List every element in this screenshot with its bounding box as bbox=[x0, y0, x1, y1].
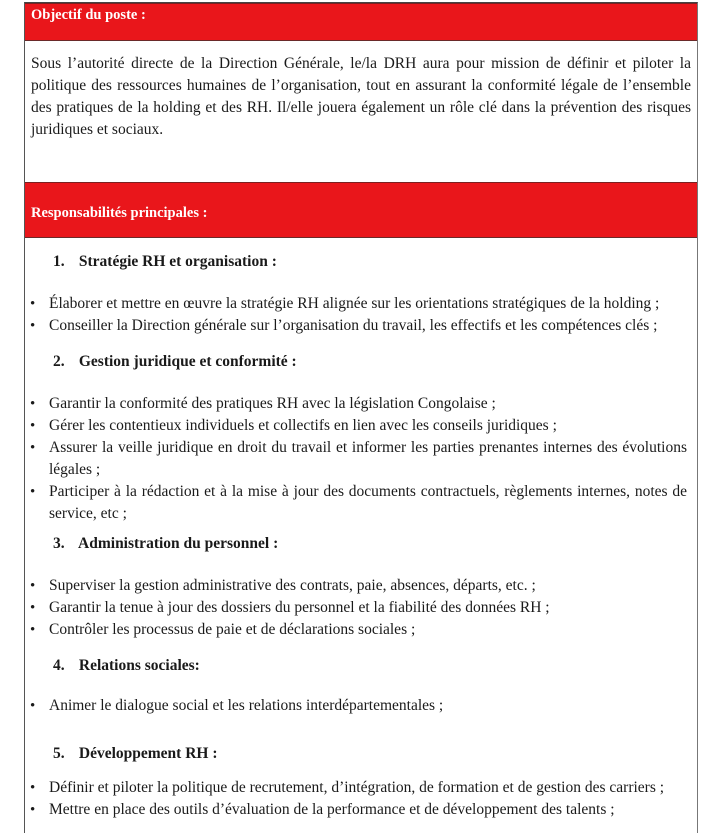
list-item: • Gérer les contentieux individuels et collectifs en lien avec les conseils juridiques ; bbox=[25, 415, 687, 437]
section-number: 5. bbox=[53, 745, 65, 762]
section-number: 4. bbox=[53, 657, 65, 674]
responsabilites-header-band bbox=[25, 182, 697, 238]
list-item: • Superviser la gestion administrative des contrats, paie, absences, départs, etc. ; bbox=[25, 575, 687, 597]
section-title-relations bbox=[53, 657, 200, 675]
section-title-text: Gestion juridique et conformité : bbox=[78, 353, 297, 370]
section-title-strategie bbox=[53, 253, 277, 271]
objectif-header-band bbox=[25, 3, 697, 41]
section-list-developpement bbox=[25, 777, 687, 821]
section-title-text: Relations sociales: bbox=[78, 657, 200, 674]
section-list-relations bbox=[25, 695, 687, 717]
list-item: • Définir et piloter la politique de recrutement, d’intégration, de formation et de gestion des carriers ; bbox=[25, 777, 687, 799]
section-list-juridique bbox=[25, 393, 687, 525]
list-item: • Garantir la tenue à jour des dossiers du personnel et la fiabilité des données RH ; bbox=[25, 597, 687, 619]
section-number: 2. bbox=[53, 353, 65, 370]
objectif-paragraph: Sous l’autorité directe de la Direction Générale, le/la DRH aura pour mission de définir et piloter la politique des ressources humaines de l’organisation, tout en assurant la conformité légale de l’ensemble des pratiques de la holding et des RH. Il/elle jouera également un rôle clé dans la prévention des risques juridiques et sociaux. bbox=[31, 55, 691, 138]
objectif-title: Objectif du poste : bbox=[31, 7, 146, 23]
section-number: 3. bbox=[53, 535, 65, 552]
job-description-box bbox=[24, 2, 698, 833]
list-item: • Conseiller la Direction générale sur l’organisation du travail, les effectifs et les compétences clés ; bbox=[25, 315, 687, 337]
section-title-developpement bbox=[53, 745, 218, 763]
list-item: • Assurer la veille juridique en droit du travail et informer les parties prenantes internes des évolutions légales ; bbox=[25, 437, 687, 481]
section-title-text: Stratégie RH et organisation : bbox=[78, 253, 277, 270]
list-item: • Participer à la rédaction et à la mise à jour des documents contractuels, règlements internes, notes de service, etc ; bbox=[25, 481, 687, 525]
list-item: • Mettre en place des outils d’évaluation de la performance et de développement des talents ; bbox=[25, 799, 687, 821]
section-list-strategie bbox=[25, 293, 687, 337]
section-number: 1. bbox=[53, 253, 65, 270]
section-list-administration bbox=[25, 575, 687, 641]
section-title-text: Administration du personnel : bbox=[78, 535, 279, 552]
list-item: • Élaborer et mettre en œuvre la stratégie RH alignée sur les orientations stratégiques de la holding ; bbox=[25, 293, 687, 315]
list-item: • Animer le dialogue social et les relations interdépartementales ; bbox=[25, 695, 687, 717]
section-title-text: Développement RH : bbox=[78, 745, 218, 762]
list-item: • Contrôler les processus de paie et de déclarations sociales ; bbox=[25, 619, 687, 641]
section-title-administration bbox=[53, 535, 278, 553]
responsabilites-title: Responsabilités principales : bbox=[31, 205, 208, 221]
section-title-juridique bbox=[53, 353, 297, 371]
list-item: • Garantir la conformité des pratiques RH avec la législation Congolaise ; bbox=[25, 393, 687, 415]
